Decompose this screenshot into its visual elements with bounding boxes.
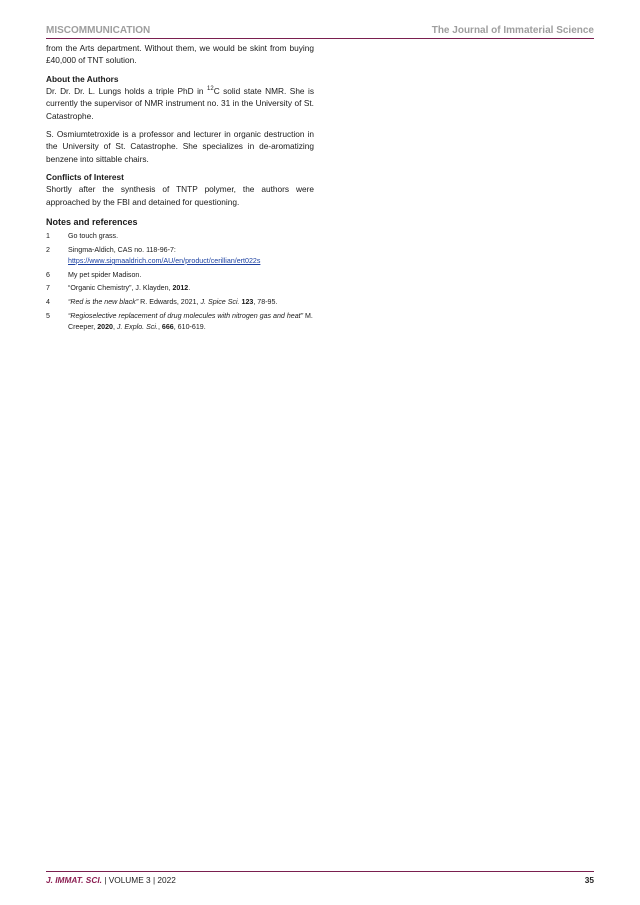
footer-journal-abbrev: J. IMMAT. SCI. [46, 875, 102, 885]
ref-title: “Regioselective replacement of drug molecules with nitrogen gas and heat” [68, 311, 304, 320]
ref-year: 2020 [97, 322, 113, 331]
reference-text [68, 311, 314, 333]
about-text-a: Dr. Dr. Dr. L. Lungs holds a triple PhD in [46, 85, 207, 96]
footer-citation [46, 875, 176, 885]
ref-part: “Organic Chemistry”, J. Klayden, [68, 284, 173, 293]
ref-part: . [188, 284, 191, 293]
about-paragraph-1 [46, 85, 314, 122]
reference-number: 2 [46, 245, 50, 254]
left-column [46, 42, 314, 336]
ref-journal: J. Explo. Sci. [116, 322, 158, 331]
conflicts-heading: Conflicts of Interest [46, 172, 124, 183]
reference-text: Go touch grass. [68, 232, 119, 241]
ref-title: “Red is the new black” [68, 298, 139, 307]
header-journal: The Journal of Immaterial Science [431, 25, 594, 36]
isotope-superscript: 12 [207, 86, 214, 93]
ref-part: , 78-95. [253, 298, 278, 307]
reference-number: 7 [46, 284, 50, 293]
about-text-b: C solid state NMR. She is currently the supervisor of NMR instrument no. 31 in the University of St. Catastrophe. [46, 85, 314, 121]
reference-text: My pet spider Madison. [68, 270, 142, 279]
page-footer [46, 871, 594, 885]
reference-item [46, 245, 314, 267]
reference-number: 1 [46, 232, 50, 241]
reference-link[interactable]: https://www.sigmaaldrich.com/AU/en/product/cerillian/ert022s [68, 256, 261, 265]
reference-number: 5 [46, 311, 50, 320]
ref-part: , [157, 322, 162, 331]
ref-part: , 610-619. [173, 322, 206, 331]
reference-item [46, 270, 314, 281]
running-header [46, 24, 594, 39]
reference-source: Singma-Aldich, CAS no. 118-96-7: [68, 245, 176, 254]
reference-item [46, 231, 314, 242]
ref-volume: 666 [161, 322, 174, 331]
ref-year: 2012 [172, 284, 189, 293]
reference-number: 4 [46, 298, 50, 307]
ref-part: , [112, 322, 117, 331]
ref-part: M. Creeper, [68, 311, 313, 331]
about-paragraph-2: S. Osmiumtetroxide is a professor and lecturer in organic destruction in the University of St. Catastrophe. She specializes in de-aromatizing benzene into sittable chairs. [46, 129, 314, 164]
reference-item [46, 311, 314, 333]
ref-journal: J. Spice Sci. [200, 298, 240, 307]
reference-text [68, 283, 314, 294]
reference-text [68, 245, 314, 267]
footer-volume: | VOLUME 3 | 2022 [101, 875, 176, 885]
references-heading: Notes and references [46, 217, 138, 228]
about-heading: About the Authors [46, 73, 119, 84]
ref-part: R. Edwards, 2021, [138, 298, 201, 307]
header-section: MISCOMMUNICATION [46, 25, 151, 36]
reference-item [46, 297, 314, 308]
reference-text [68, 297, 314, 308]
conflicts-paragraph: Shortly after the synthesis of TNTP polymer, the authors were approached by the FBI and detained for questioning. [46, 184, 314, 207]
intro-paragraph: from the Arts department. Without them, we would be skint from buying £40,000 of TNT solution. [46, 43, 314, 66]
reference-list [46, 231, 314, 333]
page-number: 35 [584, 875, 594, 885]
reference-number: 6 [46, 270, 50, 279]
ref-volume: 123 [241, 298, 254, 307]
reference-item [46, 283, 314, 294]
